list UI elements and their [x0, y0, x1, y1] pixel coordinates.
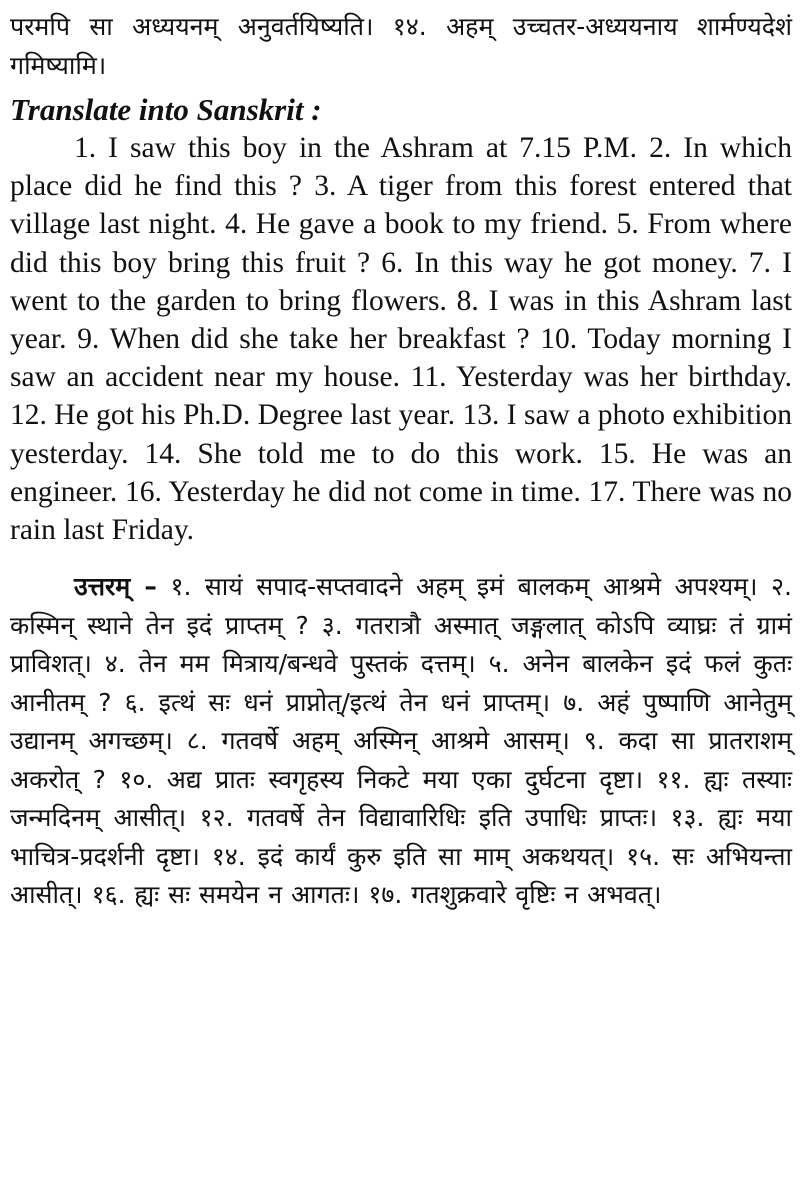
answer-text: १. सायं सपाद-सप्तवादने अहम् इमं बालकम् आश्रमे अपश्यम्। २. कस्मिन् स्थाने तेन इदं प्राप्तम् ? ३. गतरात्रौ अस्मात् जङ्गलात् कोऽपि व्याघ्रः तं ग्रामं प्राविशत्। ४. तेन मम मित्राय/बन्धवे पुस्तकं दत्तम्। ५. अनेन बालकेन इदं फलं कुतः आनीतम् ? ६. इत्थं सः धनं प्राप्नोत्/इत्थं तेन धनं प्राप्तम्। ७. अहं पुष्पाणि आनेतुम् उद्यानम् अगच्छम्। ८. गतवर्षे अहम् अस्मिन् आश्रमे आसम्। ९. कदा सा प्रातराशम् अकरोत् ? १०. अद्य प्रातः स्वगृहस्य निकटे मया एका दुर्घटना दृष्टा। ११. ह्यः तस्याः जन्मदिनम् आसीत्। १२. गतवर्षे तेन विद्यावारिधिः इति उपाधिः प्राप्तः। १३. ह्यः मया भाचित्र-प्रदर्शनी दृष्टा। १४. इदं कार्यं कुरु इति सा माम् अकथयत्। १५. सः अभियन्ता आसीत्। १६. ह्यः सः समयेन न आगतः। १७. गतशुक्रवारे वृष्टिः न अभवत्। — [10, 572, 792, 910]
exercise-heading: Translate into Sanskrit : — [10, 92, 322, 127]
english-exercise-sentences: 1. I saw this boy in the Ashram at 7.15 P.M. 2. In which place did he find this ? 3. A tiger from this forest entered that village last night. 4. He gave a book to my friend. 5. From where did this boy bring this fruit ? 6. In this way he got money. 7. I went to the garden to bring flowers. 8. I was in this Ashram last year. 9. When did she take her breakfast ? 10. Today morning I saw an accident near my house. 11. Yesterday was her birthday. 12. He got his Ph.D. Degree last year. 13. I saw a photo exhibition yesterday. 14. She told me to do this work. 15. He was an engineer. 16. Yesterday he did not come in time. 17. There was no rain last Friday. — [10, 132, 792, 547]
answer-paragraph — [10, 568, 792, 915]
previous-answer-continuation: परमपि सा अध्ययनम् अनुवर्तयिष्यति। १४. अहम् उच्चतर-अध्ययनाय शार्मण्यदेशं गमिष्यामि। — [10, 12, 792, 80]
answer-label: उत्तरम् – — [74, 572, 157, 602]
